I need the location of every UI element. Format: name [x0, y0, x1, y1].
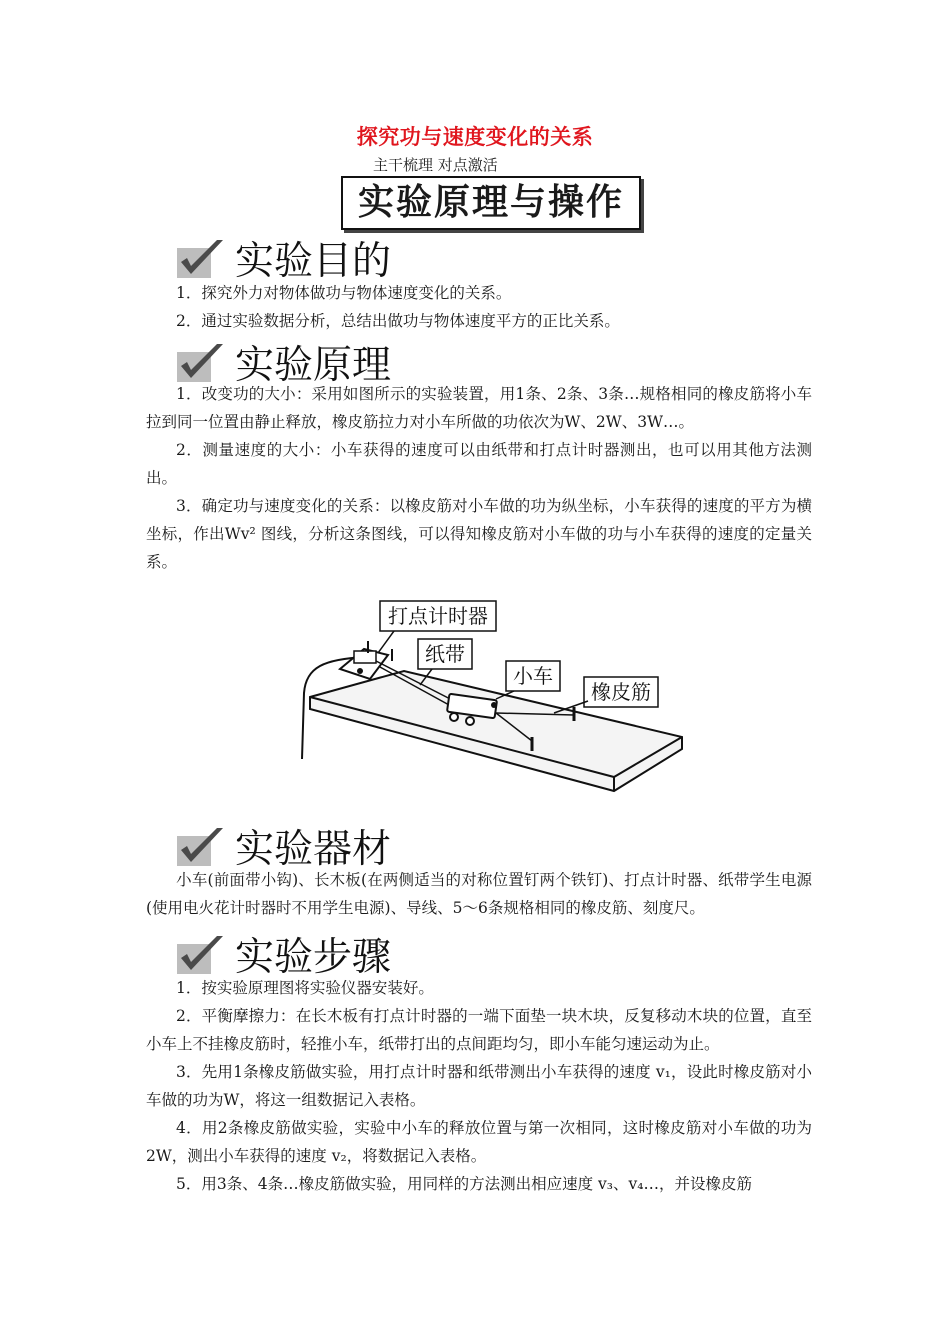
- checkmark-icon: [177, 826, 225, 866]
- step-item-5: 5．用3条、4条…橡皮筋做实验，用同样的方法测出相应速度 v₃、v₄…，并设橡皮筋: [176, 1175, 752, 1193]
- page-title: 探究功与速度变化的关系: [356, 124, 594, 149]
- checkmark-icon: [177, 342, 225, 382]
- section-heading-label: 实验步骤: [235, 935, 392, 980]
- label-timer: 打点计时器: [388, 604, 488, 628]
- checkmark-icon: [177, 934, 225, 974]
- purpose-item-1: 1．探究外力对物体做功与物体速度变化的关系。: [176, 284, 512, 302]
- step-item-3: 3．先用1条橡皮筋做实验，用打点计时器和纸带测出小车获得的速度 v₁，设此时橡皮筋对小车做的功为W，将这一组数据记入表格。: [146, 1063, 812, 1109]
- equipment-text: 小车(前面带小钩)、长木板(在两侧适当的对称位置钉两个铁钉)、打点计时器、纸带学生电源(使用电火花计时器时不用学生电源)、导线、5～6条规格相同的橡皮筋、刻度尺。: [146, 871, 812, 917]
- step-item-2: 2．平衡摩擦力：在长木板有打点计时器的一端下面垫一块木块，反复移动木块的位置，直至小车上不挂橡皮筋时，轻推小车，纸带打出的点间距均匀，即小车能匀速运动为止。: [146, 1007, 812, 1053]
- label-tape: 纸带: [425, 642, 465, 666]
- step-item-1: 1．按实验原理图将实验仪器安装好。: [176, 979, 434, 997]
- checkmark-icon: [177, 238, 225, 278]
- experiment-diagram: [284, 581, 704, 813]
- principle-item-1: 1．改变功的大小：采用如图所示的实验装置，用1条、2条、3条…规格相同的橡皮筋将小车拉到同一位置由静止释放，橡皮筋拉力对小车所做的功依次为W、2W、3W…。: [146, 385, 812, 431]
- subtitle: 主干梳理 对点激活: [373, 156, 498, 174]
- section-heading-label: 实验目的: [235, 239, 392, 284]
- purpose-item-2: 2．通过实验数据分析，总结出做功与物体速度平方的正比关系。: [176, 312, 620, 330]
- label-band: 橡皮筋: [591, 680, 651, 704]
- timer-device: [340, 641, 392, 679]
- principle-item-2: 2．测量速度的大小：小车获得的速度可以由纸带和打点计时器测出，也可以用其他方法测出。: [146, 441, 812, 487]
- step-item-4: 4．用2条橡皮筋做实验，实验中小车的释放位置与第一次相同，这时橡皮筋对小车做的功为2W，测出小车获得的速度 v₂，将数据记入表格。: [146, 1119, 812, 1165]
- section-banner: 实验原理与操作: [341, 176, 641, 230]
- section-heading-label: 实验器材: [235, 827, 392, 872]
- section-heading-label: 实验原理: [235, 343, 392, 388]
- principle-item-3: 3．确定功与速度变化的关系：以橡皮筋对小车做的功为纵坐标，小车获得的速度的平方为横坐标，作出Wv² 图线，分析这条图线，可以得知橡皮筋对小车做的功与小车获得的速度的定量关系。: [146, 497, 812, 571]
- label-cart: 小车: [513, 664, 553, 688]
